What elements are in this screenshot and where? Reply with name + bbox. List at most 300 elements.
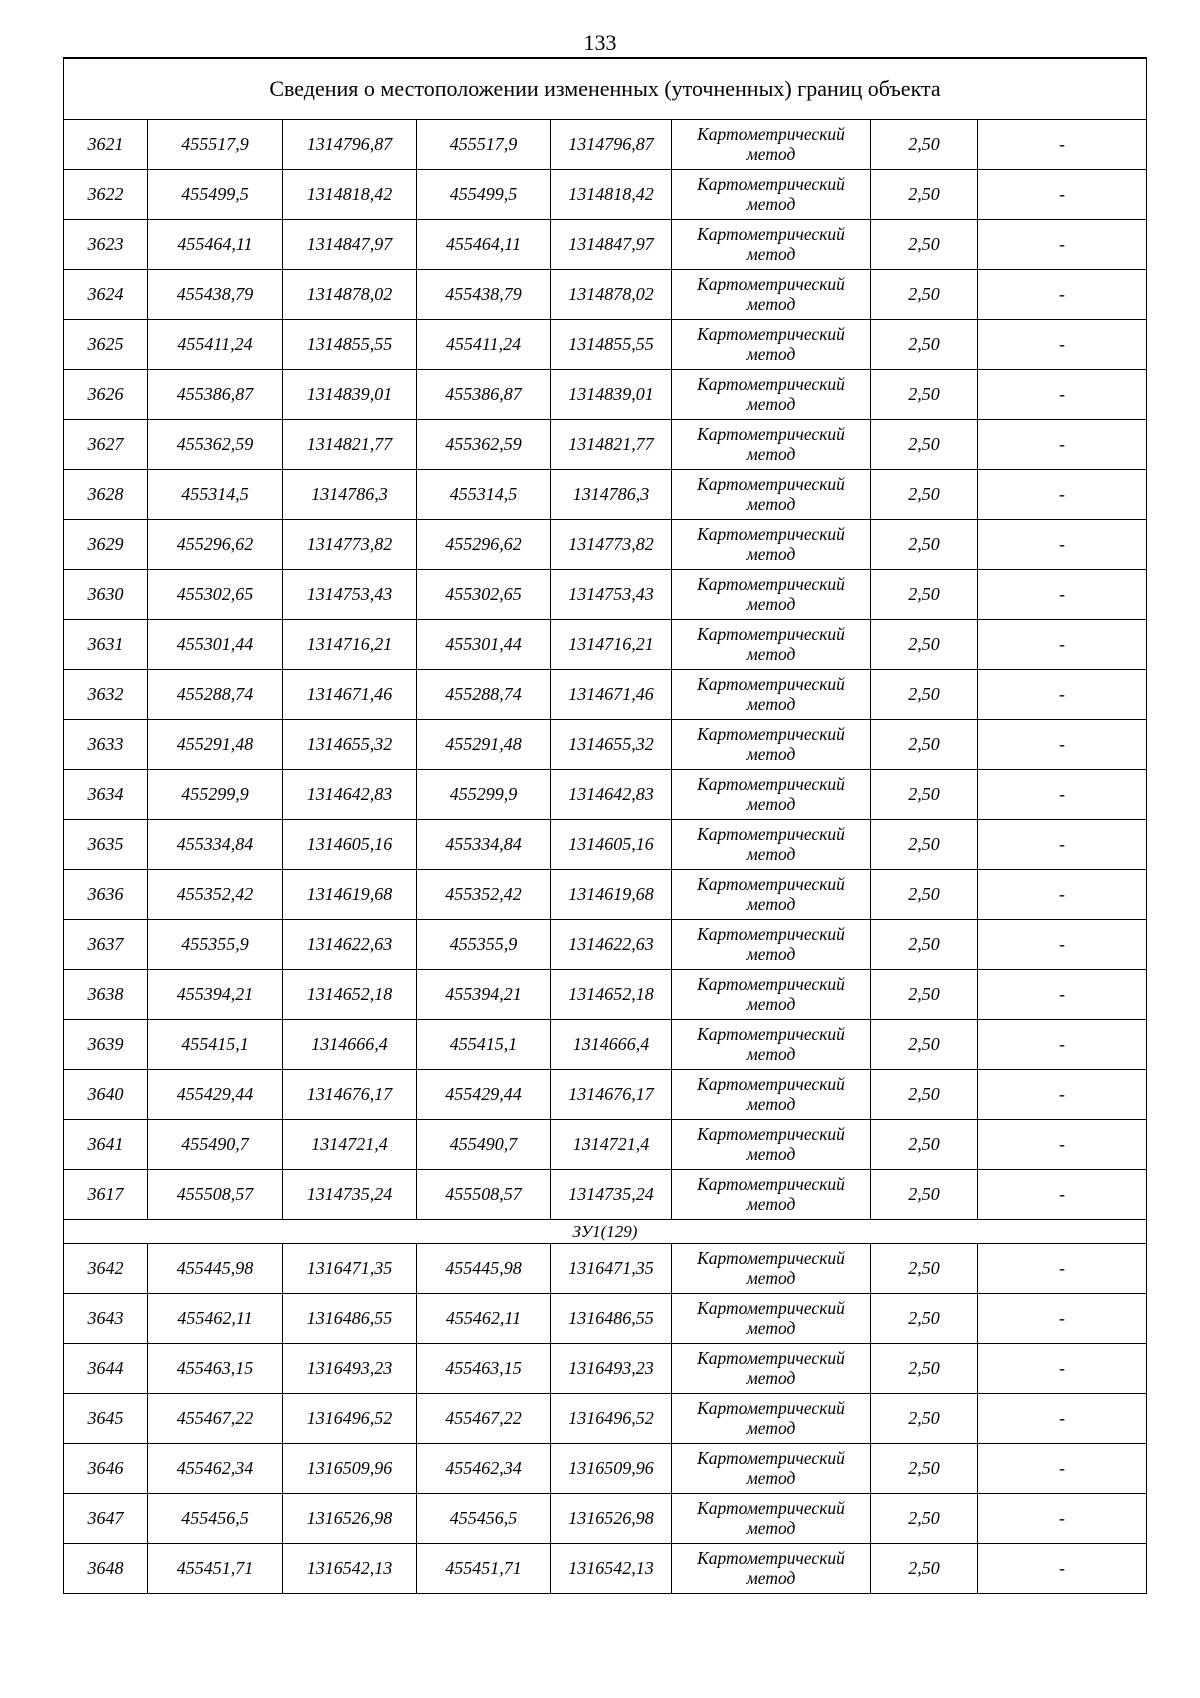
x-refined-cell: 455438,79 [417, 270, 551, 320]
x-existing-cell: 455467,22 [148, 1394, 283, 1444]
x-refined-cell: 455301,44 [417, 620, 551, 670]
y-refined-cell: 1314773,82 [551, 520, 672, 570]
table-row [64, 1244, 1147, 1294]
x-existing-cell: 455394,21 [148, 970, 283, 1020]
table-row [64, 170, 1147, 220]
y-existing-cell: 1314796,87 [283, 120, 417, 170]
method-cell [672, 920, 871, 970]
x-refined-cell: 455394,21 [417, 970, 551, 1020]
table-row [64, 420, 1147, 470]
method-line1: Картометрический [697, 1124, 845, 1144]
y-existing-cell: 1316471,35 [283, 1244, 417, 1294]
method-line2: метод [746, 1518, 796, 1538]
method-line2: метод [746, 794, 796, 814]
y-existing-cell: 1314721,4 [283, 1120, 417, 1170]
note-cell: - [978, 670, 1147, 720]
table-row [64, 1170, 1147, 1220]
x-refined-cell: 455314,5 [417, 470, 551, 520]
y-existing-cell: 1316542,13 [283, 1544, 417, 1594]
method-cell [672, 320, 871, 370]
point-number-cell: 3622 [64, 170, 148, 220]
y-refined-cell: 1314753,43 [551, 570, 672, 620]
table-row [64, 1344, 1147, 1394]
note-cell: - [978, 770, 1147, 820]
method-line2: метод [746, 1094, 796, 1114]
method-line2: метод [746, 944, 796, 964]
x-existing-cell: 455456,5 [148, 1494, 283, 1544]
point-number-cell: 3617 [64, 1170, 148, 1220]
table-row [64, 1294, 1147, 1344]
table-row [64, 1070, 1147, 1120]
accuracy-cell: 2,50 [871, 1544, 978, 1594]
point-number-cell: 3647 [64, 1494, 148, 1544]
y-refined-cell: 1314666,4 [551, 1020, 672, 1070]
x-refined-cell: 455490,7 [417, 1120, 551, 1170]
x-existing-cell: 455462,34 [148, 1444, 283, 1494]
point-number-cell: 3644 [64, 1344, 148, 1394]
note-cell: - [978, 1394, 1147, 1444]
y-refined-cell: 1314716,21 [551, 620, 672, 670]
method-line2: метод [746, 1468, 796, 1488]
method-line1: Картометрический [697, 124, 845, 144]
method-line1: Картометрический [697, 1448, 845, 1468]
method-line2: метод [746, 1268, 796, 1288]
method-cell [672, 1344, 871, 1394]
method-line2: метод [746, 444, 796, 464]
method-line2: метод [746, 144, 796, 164]
note-cell: - [978, 1170, 1147, 1220]
method-line1: Картометрический [697, 824, 845, 844]
x-existing-cell: 455429,44 [148, 1070, 283, 1120]
x-existing-cell: 455411,24 [148, 320, 283, 370]
x-existing-cell: 455314,5 [148, 470, 283, 520]
x-refined-cell: 455334,84 [417, 820, 551, 870]
method-line1: Картометрический [697, 774, 845, 794]
method-line2: метод [746, 744, 796, 764]
note-cell: - [978, 120, 1147, 170]
point-number-cell: 3638 [64, 970, 148, 1020]
accuracy-cell: 2,50 [871, 1394, 978, 1444]
x-existing-cell: 455301,44 [148, 620, 283, 670]
table-row [64, 1020, 1147, 1070]
method-line1: Картометрический [697, 924, 845, 944]
note-cell: - [978, 270, 1147, 320]
y-refined-cell: 1314878,02 [551, 270, 672, 320]
note-cell: - [978, 1494, 1147, 1544]
y-existing-cell: 1314753,43 [283, 570, 417, 620]
method-line2: метод [746, 594, 796, 614]
method-line1: Картометрический [697, 1024, 845, 1044]
method-line2: метод [746, 844, 796, 864]
method-line1: Картометрический [697, 1174, 845, 1194]
point-number-cell: 3640 [64, 1070, 148, 1120]
note-cell: - [978, 820, 1147, 870]
accuracy-cell: 2,50 [871, 970, 978, 1020]
y-refined-cell: 1314855,55 [551, 320, 672, 370]
method-line2: метод [746, 1318, 796, 1338]
method-line1: Картометрический [697, 724, 845, 744]
y-existing-cell: 1314821,77 [283, 420, 417, 470]
x-existing-cell: 455451,71 [148, 1544, 283, 1594]
point-number-cell: 3632 [64, 670, 148, 720]
x-refined-cell: 455302,65 [417, 570, 551, 620]
note-cell: - [978, 170, 1147, 220]
y-existing-cell: 1314676,17 [283, 1070, 417, 1120]
method-line2: метод [746, 244, 796, 264]
method-line1: Картометрический [697, 474, 845, 494]
table-row [64, 1120, 1147, 1170]
accuracy-cell: 2,50 [871, 270, 978, 320]
y-existing-cell: 1314735,24 [283, 1170, 417, 1220]
accuracy-cell: 2,50 [871, 820, 978, 870]
note-cell: - [978, 920, 1147, 970]
accuracy-cell: 2,50 [871, 1244, 978, 1294]
y-existing-cell: 1314655,32 [283, 720, 417, 770]
accuracy-cell: 2,50 [871, 920, 978, 970]
x-refined-cell: 455499,5 [417, 170, 551, 220]
y-existing-cell: 1316496,52 [283, 1394, 417, 1444]
accuracy-cell: 2,50 [871, 120, 978, 170]
point-number-cell: 3633 [64, 720, 148, 770]
point-number-cell: 3630 [64, 570, 148, 620]
x-existing-cell: 455517,9 [148, 120, 283, 170]
accuracy-cell: 2,50 [871, 520, 978, 570]
table-row [64, 670, 1147, 720]
method-cell [672, 1170, 871, 1220]
y-refined-cell: 1314622,63 [551, 920, 672, 970]
y-existing-cell: 1314878,02 [283, 270, 417, 320]
note-cell: - [978, 1544, 1147, 1594]
point-number-cell: 3623 [64, 220, 148, 270]
point-number-cell: 3637 [64, 920, 148, 970]
table-row [64, 720, 1147, 770]
x-existing-cell: 455499,5 [148, 170, 283, 220]
method-line1: Картометрический [697, 224, 845, 244]
table-row [64, 1494, 1147, 1544]
x-existing-cell: 455445,98 [148, 1244, 283, 1294]
y-existing-cell: 1314839,01 [283, 370, 417, 420]
x-existing-cell: 455302,65 [148, 570, 283, 620]
note-cell: - [978, 470, 1147, 520]
accuracy-cell: 2,50 [871, 670, 978, 720]
accuracy-cell: 2,50 [871, 1444, 978, 1494]
x-refined-cell: 455415,1 [417, 1020, 551, 1070]
method-cell [672, 220, 871, 270]
point-number-cell: 3646 [64, 1444, 148, 1494]
method-line1: Картометрический [697, 174, 845, 194]
table-row [64, 120, 1147, 170]
method-line1: Картометрический [697, 574, 845, 594]
note-cell: - [978, 420, 1147, 470]
y-refined-cell: 1314847,97 [551, 220, 672, 270]
point-number-cell: 3648 [64, 1544, 148, 1594]
y-refined-cell: 1316542,13 [551, 1544, 672, 1594]
method-cell [672, 1020, 871, 1070]
method-cell [672, 520, 871, 570]
x-existing-cell: 455355,9 [148, 920, 283, 970]
y-refined-cell: 1314671,46 [551, 670, 672, 720]
point-number-cell: 3635 [64, 820, 148, 870]
y-refined-cell: 1314619,68 [551, 870, 672, 920]
x-existing-cell: 455508,57 [148, 1170, 283, 1220]
y-refined-cell: 1314818,42 [551, 170, 672, 220]
table-row [64, 270, 1147, 320]
note-cell: - [978, 1444, 1147, 1494]
method-cell [672, 1294, 871, 1344]
method-line2: метод [746, 694, 796, 714]
method-line1: Картометрический [697, 1348, 845, 1368]
method-line1: Картометрический [697, 274, 845, 294]
x-existing-cell: 455415,1 [148, 1020, 283, 1070]
x-refined-cell: 455462,11 [417, 1294, 551, 1344]
y-existing-cell: 1314619,68 [283, 870, 417, 920]
method-line1: Картометрический [697, 674, 845, 694]
table-title-row [64, 58, 1147, 120]
y-refined-cell: 1314796,87 [551, 120, 672, 170]
note-cell: - [978, 1244, 1147, 1294]
accuracy-cell: 2,50 [871, 620, 978, 670]
y-refined-cell: 1314839,01 [551, 370, 672, 420]
y-existing-cell: 1314847,97 [283, 220, 417, 270]
coordinates-table [63, 57, 1147, 1594]
table-row [64, 520, 1147, 570]
method-line2: метод [746, 544, 796, 564]
x-existing-cell: 455299,9 [148, 770, 283, 820]
table-row [64, 1394, 1147, 1444]
y-refined-cell: 1314676,17 [551, 1070, 672, 1120]
method-line2: метод [746, 294, 796, 314]
page-number: 133 [583, 30, 617, 55]
accuracy-cell: 2,50 [871, 320, 978, 370]
x-existing-cell: 455438,79 [148, 270, 283, 320]
x-existing-cell: 455288,74 [148, 670, 283, 720]
y-refined-cell: 1316471,35 [551, 1244, 672, 1294]
y-refined-cell: 1316496,52 [551, 1394, 672, 1444]
y-existing-cell: 1314716,21 [283, 620, 417, 670]
table-row [64, 620, 1147, 670]
method-line2: метод [746, 1368, 796, 1388]
table-row [64, 770, 1147, 820]
x-existing-cell: 455291,48 [148, 720, 283, 770]
accuracy-cell: 2,50 [871, 720, 978, 770]
method-cell [672, 470, 871, 520]
accuracy-cell: 2,50 [871, 170, 978, 220]
y-existing-cell: 1314671,46 [283, 670, 417, 720]
x-refined-cell: 455456,5 [417, 1494, 551, 1544]
note-cell: - [978, 620, 1147, 670]
x-refined-cell: 455517,9 [417, 120, 551, 170]
x-refined-cell: 455451,71 [417, 1544, 551, 1594]
accuracy-cell: 2,50 [871, 1020, 978, 1070]
x-existing-cell: 455464,11 [148, 220, 283, 270]
method-line2: метод [746, 1044, 796, 1064]
point-number-cell: 3626 [64, 370, 148, 420]
table-row [64, 320, 1147, 370]
y-existing-cell: 1316493,23 [283, 1344, 417, 1394]
y-refined-cell: 1314786,3 [551, 470, 672, 520]
y-existing-cell: 1314652,18 [283, 970, 417, 1020]
section-label-row [64, 1220, 1147, 1244]
method-cell [672, 420, 871, 470]
x-refined-cell: 455445,98 [417, 1244, 551, 1294]
x-refined-cell: 455299,9 [417, 770, 551, 820]
y-refined-cell: 1316526,98 [551, 1494, 672, 1544]
accuracy-cell: 2,50 [871, 420, 978, 470]
accuracy-cell: 2,50 [871, 870, 978, 920]
accuracy-cell: 2,50 [871, 470, 978, 520]
note-cell: - [978, 1070, 1147, 1120]
note-cell: - [978, 520, 1147, 570]
note-cell: - [978, 1020, 1147, 1070]
x-refined-cell: 455429,44 [417, 1070, 551, 1120]
x-refined-cell: 455296,62 [417, 520, 551, 570]
note-cell: - [978, 320, 1147, 370]
y-refined-cell: 1316486,55 [551, 1294, 672, 1344]
note-cell: - [978, 1120, 1147, 1170]
table-body [64, 58, 1147, 1594]
accuracy-cell: 2,50 [871, 1120, 978, 1170]
method-cell [672, 570, 871, 620]
y-existing-cell: 1314855,55 [283, 320, 417, 370]
table-row [64, 570, 1147, 620]
x-existing-cell: 455362,59 [148, 420, 283, 470]
x-refined-cell: 455464,11 [417, 220, 551, 270]
method-cell [672, 620, 871, 670]
x-refined-cell: 455288,74 [417, 670, 551, 720]
point-number-cell: 3629 [64, 520, 148, 570]
method-cell [672, 820, 871, 870]
table-title: Сведения о местоположении измененных (уточненных) границ объекта [64, 58, 1147, 120]
method-line2: метод [746, 644, 796, 664]
method-cell [672, 1394, 871, 1444]
note-cell: - [978, 720, 1147, 770]
point-number-cell: 3642 [64, 1244, 148, 1294]
y-existing-cell: 1314605,16 [283, 820, 417, 870]
method-cell [672, 1244, 871, 1294]
x-existing-cell: 455463,15 [148, 1344, 283, 1394]
accuracy-cell: 2,50 [871, 370, 978, 420]
x-refined-cell: 455467,22 [417, 1394, 551, 1444]
table-row [64, 470, 1147, 520]
method-cell [672, 1494, 871, 1544]
x-refined-cell: 455462,34 [417, 1444, 551, 1494]
method-cell [672, 870, 871, 920]
method-line1: Картометрический [697, 1548, 845, 1568]
accuracy-cell: 2,50 [871, 1170, 978, 1220]
point-number-cell: 3634 [64, 770, 148, 820]
y-existing-cell: 1316486,55 [283, 1294, 417, 1344]
coordinates-sheet [63, 57, 1146, 1594]
point-number-cell: 3631 [64, 620, 148, 670]
accuracy-cell: 2,50 [871, 1294, 978, 1344]
method-line1: Картометрический [697, 874, 845, 894]
method-cell [672, 770, 871, 820]
y-existing-cell: 1314818,42 [283, 170, 417, 220]
x-refined-cell: 455463,15 [417, 1344, 551, 1394]
y-refined-cell: 1316509,96 [551, 1444, 672, 1494]
y-refined-cell: 1314821,77 [551, 420, 672, 470]
method-line2: метод [746, 1568, 796, 1588]
method-line2: метод [746, 1144, 796, 1164]
x-existing-cell: 455352,42 [148, 870, 283, 920]
accuracy-cell: 2,50 [871, 1494, 978, 1544]
section-label: ЗУ1(129) [64, 1220, 1147, 1244]
method-line1: Картометрический [697, 1074, 845, 1094]
method-cell [672, 120, 871, 170]
note-cell: - [978, 220, 1147, 270]
table-row [64, 370, 1147, 420]
method-line1: Картометрический [697, 1398, 845, 1418]
x-existing-cell: 455490,7 [148, 1120, 283, 1170]
note-cell: - [978, 370, 1147, 420]
x-existing-cell: 455386,87 [148, 370, 283, 420]
x-refined-cell: 455352,42 [417, 870, 551, 920]
table-row [64, 1444, 1147, 1494]
accuracy-cell: 2,50 [871, 220, 978, 270]
y-existing-cell: 1314786,3 [283, 470, 417, 520]
x-refined-cell: 455411,24 [417, 320, 551, 370]
method-cell [672, 1120, 871, 1170]
method-cell [672, 970, 871, 1020]
method-line1: Картометрический [697, 974, 845, 994]
note-cell: - [978, 570, 1147, 620]
method-line1: Картометрический [697, 624, 845, 644]
y-existing-cell: 1316509,96 [283, 1444, 417, 1494]
point-number-cell: 3628 [64, 470, 148, 520]
method-cell [672, 270, 871, 320]
table-row [64, 870, 1147, 920]
method-line1: Картометрический [697, 1298, 845, 1318]
y-refined-cell: 1314605,16 [551, 820, 672, 870]
method-cell [672, 170, 871, 220]
table-row [64, 820, 1147, 870]
x-refined-cell: 455508,57 [417, 1170, 551, 1220]
method-line2: метод [746, 1194, 796, 1214]
note-cell: - [978, 1344, 1147, 1394]
y-refined-cell: 1314655,32 [551, 720, 672, 770]
accuracy-cell: 2,50 [871, 770, 978, 820]
y-existing-cell: 1314773,82 [283, 520, 417, 570]
x-existing-cell: 455334,84 [148, 820, 283, 870]
method-cell [672, 1544, 871, 1594]
method-line1: Картометрический [697, 1498, 845, 1518]
note-cell: - [978, 1294, 1147, 1344]
method-cell [672, 670, 871, 720]
method-line2: метод [746, 1418, 796, 1438]
point-number-cell: 3643 [64, 1294, 148, 1344]
method-line2: метод [746, 494, 796, 514]
point-number-cell: 3636 [64, 870, 148, 920]
note-cell: - [978, 870, 1147, 920]
method-cell [672, 720, 871, 770]
x-refined-cell: 455355,9 [417, 920, 551, 970]
method-line1: Картометрический [697, 424, 845, 444]
method-line1: Картометрический [697, 1248, 845, 1268]
y-existing-cell: 1316526,98 [283, 1494, 417, 1544]
x-refined-cell: 455291,48 [417, 720, 551, 770]
y-existing-cell: 1314622,63 [283, 920, 417, 970]
note-cell: - [978, 970, 1147, 1020]
y-refined-cell: 1314642,83 [551, 770, 672, 820]
table-row [64, 970, 1147, 1020]
x-refined-cell: 455386,87 [417, 370, 551, 420]
table-row [64, 920, 1147, 970]
accuracy-cell: 2,50 [871, 1070, 978, 1120]
point-number-cell: 3627 [64, 420, 148, 470]
x-existing-cell: 455462,11 [148, 1294, 283, 1344]
accuracy-cell: 2,50 [871, 570, 978, 620]
point-number-cell: 3624 [64, 270, 148, 320]
